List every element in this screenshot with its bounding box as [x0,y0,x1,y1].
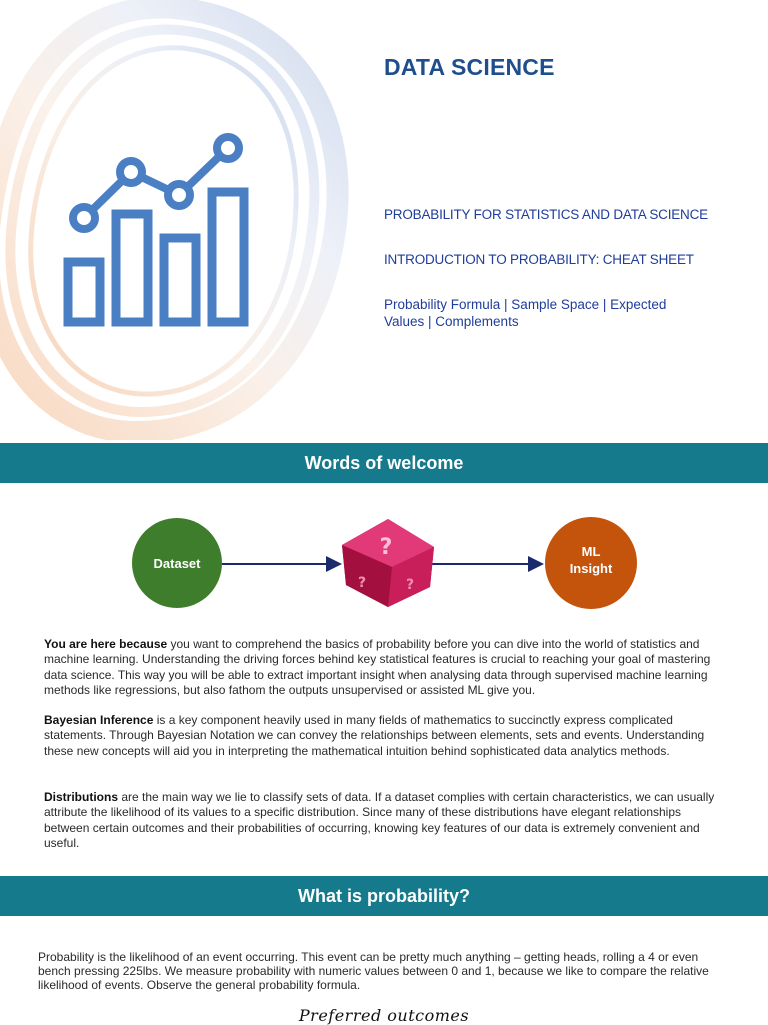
icon-bar-4 [212,192,244,322]
dataset-node-label: Dataset [153,556,201,571]
paragraph-distributions-text: are the main way we lie to classify sets of data. If a dataset complies with certain characteristics, we can usually attribute the likelihood of its values to a specific distribution. Since many of these distributions have elegant relationships between certain outcomes and their probabilities of occurring, knowing key features of our data is extremely convenient and useful. [44,790,715,851]
svg-text:?: ? [379,535,393,560]
icon-trend-point-3 [168,184,190,206]
subtitle-cheat-sheet: INTRODUCTION TO PROBABILITY: CHEAT SHEET [384,252,694,267]
section-header-probability: What is probability? [0,876,768,916]
paragraph-probability-definition: Probability is the likelihood of an event occurring. This event can be pretty much anything – getting heads, rolling a 4 or even bench pressing 225lbs. We measure probability with numeric values between 0 and 1, because we like to compare the relative likelihood of events. Observe the general probability formula. [38,950,709,992]
icon-bar-3 [164,238,196,322]
icon-trend-line [84,148,228,218]
page-title: DATA SCIENCE [384,54,555,80]
ml-insight-node-label: ML Insight [569,544,613,576]
formula-numerator: Preferred outcomes [298,1006,470,1025]
svg-text:?: ? [405,577,415,593]
subtitle-course: PROBABILITY FOR STATISTICS AND DATA SCIENCE [384,207,708,222]
icon-trend-point-4 [217,137,239,159]
hero-illustration [0,0,360,440]
icon-trend-point-2 [120,161,142,183]
icon-trend-point-1 [73,207,95,229]
paragraph-distributions [44,790,724,852]
paragraph-intro [44,637,724,699]
icon-bar-2 [116,214,148,322]
subtitle-topics: Probability Formula | Sample Space | Expected Values | Complements [384,297,667,329]
question-dice-icon [342,519,434,607]
paragraph-bayesian-text: is a key component heavily used in many fields of mathematics to succinctly express complicated statements. Through Bayesian Notation we can convey the relationships between elements, sets and events. Understanding these new concepts will aid you in interpreting the mathematical intuition behind sophisticated data analytics methods. [44,713,705,758]
icon-bar-1 [68,262,100,322]
svg-text:?: ? [357,575,367,591]
bar-chart-trend-icon [68,137,244,322]
paragraph-bayesian [44,713,724,759]
flow-diagram [0,505,768,625]
decorative-rings [0,8,338,432]
paragraph-distributions-lead: Distributions [44,790,118,804]
section-header-welcome: Words of welcome [0,443,768,483]
paragraph-bayesian-lead: Bayesian Inference [44,713,154,727]
paragraph-intro-text: you want to comprehend the basics of probability before you can dive into the world of statistics and machine learning. Understanding the driving forces behind key statistical features is crucial to reaching your goal of mastering data science. This way you will be able to extract important insight when analysing data through supervised machine learning methods like regressions, but also fathom the outputs unsupervised or assisted ML give you. [44,637,711,698]
paragraph-intro-lead: You are here because [44,637,168,651]
